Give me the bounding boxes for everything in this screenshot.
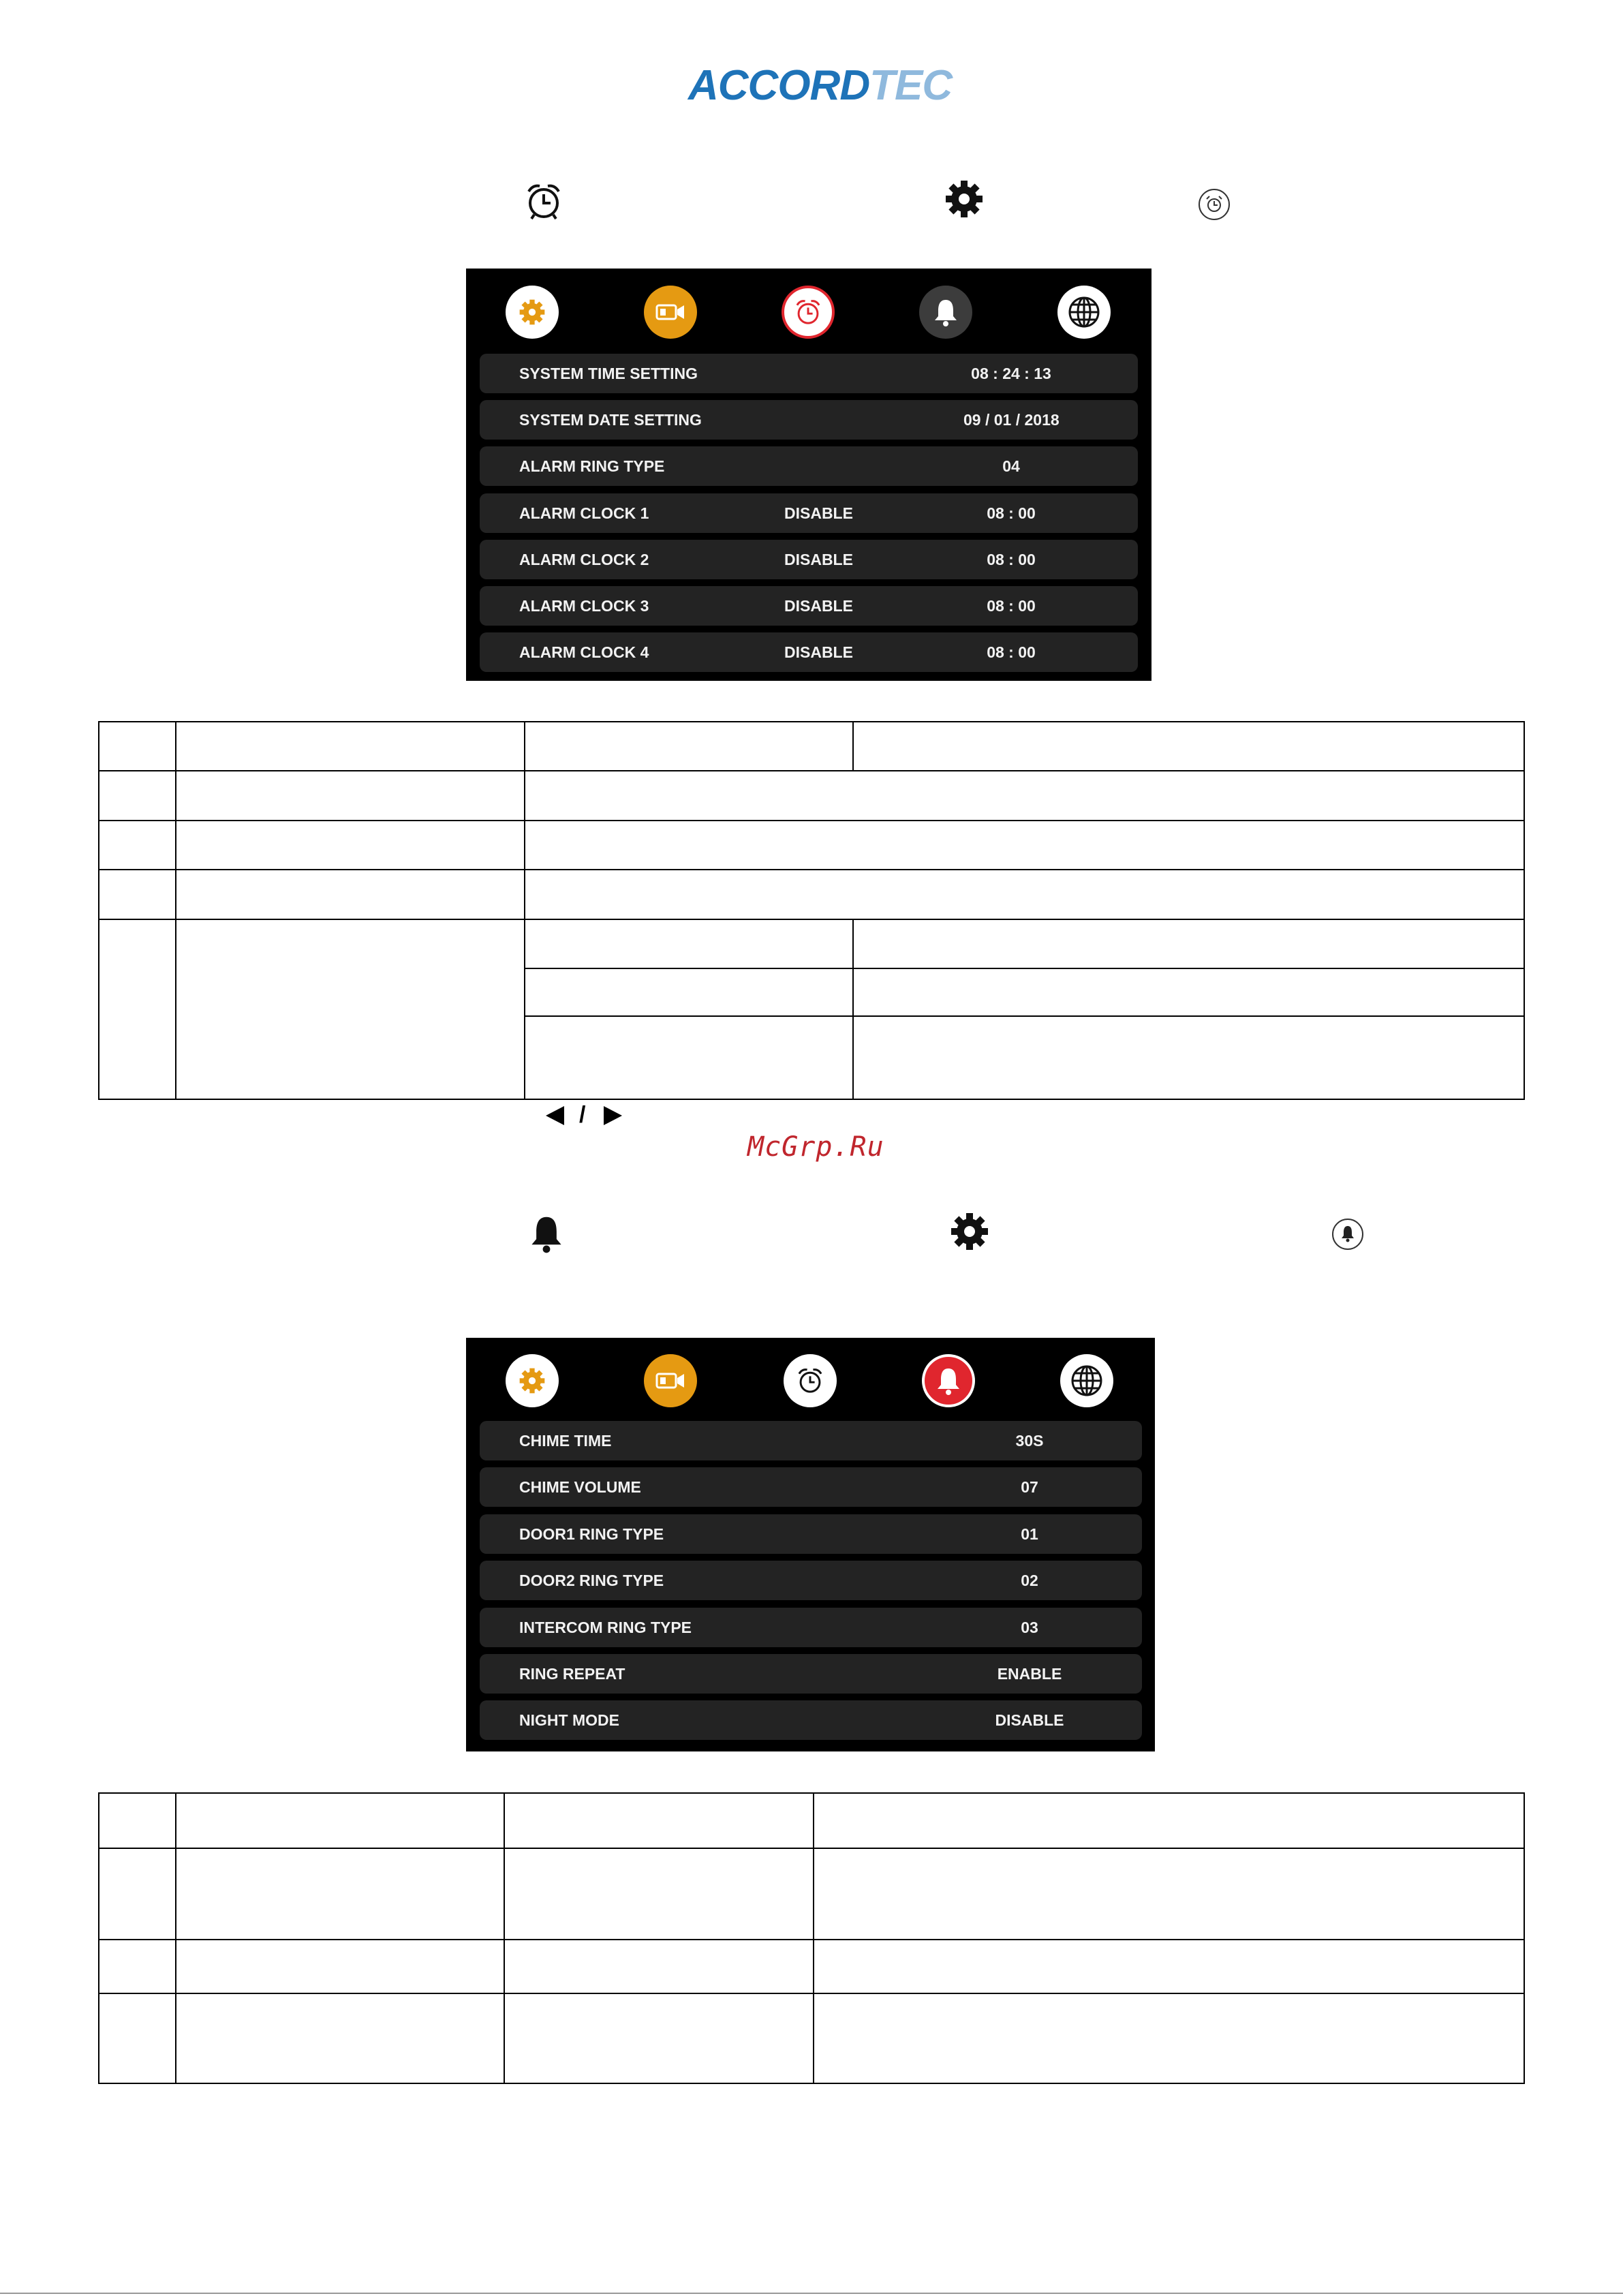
row-label: ALARM CLOCK 3 <box>519 597 649 615</box>
menu-row-alarm-clock-2[interactable] <box>480 540 1138 579</box>
row-label: DOOR2 RING TYPE <box>519 1572 664 1589</box>
bell-icon <box>528 1213 565 1254</box>
row-value: 08 : 00 <box>987 597 1036 615</box>
table-divider <box>852 919 854 1099</box>
tab-general-settings[interactable] <box>506 286 559 339</box>
right-arrow-icon <box>602 1104 624 1127</box>
tab-chime-settings[interactable] <box>922 1354 975 1407</box>
bell-button-icon <box>1331 1217 1365 1251</box>
tab-general-settings[interactable] <box>506 1354 559 1407</box>
table-divider <box>175 722 176 1099</box>
alarm-clock-button-icon <box>1197 187 1231 221</box>
row-label: ALARM CLOCK 1 <box>519 504 649 522</box>
row-value: 08 : 24 : 13 <box>971 365 1051 382</box>
settings-icon <box>517 297 547 327</box>
row-value: 30S <box>1015 1432 1044 1450</box>
menu-row-system-time[interactable] <box>480 354 1138 393</box>
row-value: 01 <box>1021 1525 1038 1543</box>
row-label: CHIME VOLUME <box>519 1478 641 1496</box>
row-value: 08 : 00 <box>987 551 1036 568</box>
row-label: NIGHT MODE <box>519 1711 619 1729</box>
camera-icon <box>654 1368 687 1393</box>
table-divider <box>99 919 1524 920</box>
bell-icon <box>935 1366 962 1396</box>
row-label: RING REPEAT <box>519 1665 625 1683</box>
row-status: DISABLE <box>784 597 853 615</box>
globe-icon <box>1070 1364 1104 1398</box>
globe-icon <box>1067 295 1101 329</box>
menu-row-door1-ring-type[interactable] <box>480 1514 1142 1554</box>
tab-alarm-settings[interactable] <box>782 286 835 339</box>
row-value: 07 <box>1021 1478 1038 1496</box>
chime-settings-screen <box>466 1338 1155 1751</box>
row-label: SYSTEM TIME SETTING <box>519 365 698 382</box>
table-divider <box>99 869 1524 870</box>
row-label: DOOR1 RING TYPE <box>519 1525 664 1543</box>
row-value: 09 / 01 / 2018 <box>963 411 1060 429</box>
tab-language-settings[interactable] <box>1057 286 1111 339</box>
alarm-settings-screen <box>466 269 1151 681</box>
tab-alarm-settings[interactable] <box>784 1354 837 1407</box>
row-label: ALARM RING TYPE <box>519 457 665 475</box>
menu-row-alarm-ring-type[interactable] <box>480 446 1138 486</box>
logo-part-1: ACCORD <box>688 62 870 109</box>
menu-row-alarm-clock-1[interactable] <box>480 493 1138 533</box>
table-divider <box>524 722 525 1099</box>
row-value: 03 <box>1021 1619 1038 1636</box>
table-divider <box>99 820 1524 821</box>
table-divider <box>504 1794 505 2083</box>
row-label: ALARM CLOCK 4 <box>519 643 649 661</box>
tab-language-settings[interactable] <box>1060 1354 1113 1407</box>
row-label: INTERCOM RING TYPE <box>519 1619 692 1636</box>
alarm-clock-icon <box>523 181 564 221</box>
chime-settings-table <box>98 1792 1525 2084</box>
alarm-clock-icon <box>795 1366 825 1396</box>
settings-gear-icon <box>949 1211 990 1252</box>
table-divider <box>99 770 1524 771</box>
row-status: DISABLE <box>784 551 853 568</box>
menu-row-chime-time[interactable] <box>480 1421 1142 1460</box>
nav-separator: / <box>579 1102 586 1128</box>
table-divider <box>813 1794 814 2083</box>
settings-icon <box>517 1366 547 1396</box>
menu-row-system-date[interactable] <box>480 400 1138 440</box>
row-status: DISABLE <box>784 643 853 661</box>
table-divider <box>524 968 1524 969</box>
alarm-settings-table <box>98 721 1525 1100</box>
menu-row-chime-volume[interactable] <box>480 1467 1142 1507</box>
table-divider <box>852 722 854 770</box>
table-divider <box>524 1015 1524 1017</box>
row-value: ENABLE <box>997 1665 1062 1683</box>
table-divider <box>99 1848 1524 1849</box>
table-divider <box>99 1993 1524 1994</box>
row-status: DISABLE <box>784 504 853 522</box>
row-label: ALARM CLOCK 2 <box>519 551 649 568</box>
menu-row-ring-repeat[interactable] <box>480 1654 1142 1694</box>
camera-icon <box>654 300 687 324</box>
row-value: 04 <box>1002 457 1020 475</box>
row-value: DISABLE <box>995 1711 1064 1729</box>
logo-part-2: TEC <box>869 62 953 109</box>
tab-video-settings[interactable] <box>644 286 697 339</box>
menu-row-alarm-clock-3[interactable] <box>480 586 1138 626</box>
bell-icon <box>932 297 959 327</box>
row-label: CHIME TIME <box>519 1432 612 1450</box>
settings-gear-icon <box>944 179 985 219</box>
menu-row-intercom-ring-type[interactable] <box>480 1608 1142 1647</box>
table-divider <box>99 1939 1524 1940</box>
left-arrow-icon <box>544 1104 566 1127</box>
row-label: SYSTEM DATE SETTING <box>519 411 702 429</box>
row-value: 08 : 00 <box>987 504 1036 522</box>
accordtec-logo <box>688 60 953 112</box>
watermark: McGrp.Ru <box>747 1131 884 1163</box>
table-divider <box>175 1794 176 2083</box>
menu-row-night-mode[interactable] <box>480 1700 1142 1740</box>
row-value: 02 <box>1021 1572 1038 1589</box>
menu-row-door2-ring-type[interactable] <box>480 1561 1142 1600</box>
row-value: 08 : 00 <box>987 643 1036 661</box>
tab-video-settings[interactable] <box>644 1354 697 1407</box>
menu-row-alarm-clock-4[interactable] <box>480 632 1138 672</box>
page-bottom-rule <box>0 2293 1623 2294</box>
tab-chime-settings[interactable] <box>919 286 972 339</box>
alarm-clock-icon <box>793 297 823 327</box>
